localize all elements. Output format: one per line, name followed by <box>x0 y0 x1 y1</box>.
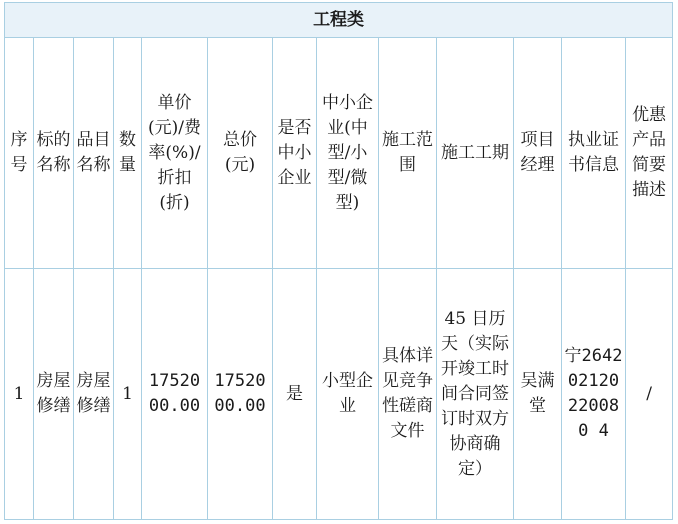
cell-construction-scope: 具体详见竞争性磋商文件 <box>379 269 437 520</box>
cell-project-manager: 吴满堂 <box>514 269 562 520</box>
cell-is-sme: 是 <box>273 269 317 520</box>
header-row <box>5 38 673 269</box>
header-quantity: 数量 <box>114 38 142 269</box>
cell-category-name: 房屋修缮 <box>74 269 114 520</box>
header-total-price: 总价(元) <box>208 38 273 269</box>
cell-item-name: 房屋修缮 <box>34 269 74 520</box>
header-item-name: 标的名称 <box>34 38 74 269</box>
header-is-sme: 是否中小企业 <box>273 38 317 269</box>
procurement-table <box>4 2 673 520</box>
cell-unit-price: 1752000.00 <box>142 269 208 520</box>
cell-construction-period: 45 日历天（实际开竣工时间合同签订时双方协商确定） <box>437 269 514 520</box>
table-row <box>5 269 673 520</box>
cell-total-price: 1752000.00 <box>208 269 273 520</box>
header-preferential-product: 优惠产品简要描述 <box>626 38 673 269</box>
header-category-name: 品目名称 <box>74 38 114 269</box>
header-project-manager: 项目经理 <box>514 38 562 269</box>
cell-quantity: 1 <box>114 269 142 520</box>
header-index: 序号 <box>5 38 34 269</box>
cell-license-info: 宁264202120220080 4 <box>562 269 626 520</box>
cell-index: 1 <box>5 269 34 520</box>
header-sme-type: 中小企业(中型/小型/微型) <box>317 38 379 269</box>
cell-preferential-product: / <box>626 269 673 520</box>
header-unit-price: 单价(元)/费率(%)/折扣(折) <box>142 38 208 269</box>
header-construction-scope: 施工范围 <box>379 38 437 269</box>
cell-sme-type: 小型企业 <box>317 269 379 520</box>
header-construction-period: 施工工期 <box>437 38 514 269</box>
header-license-info: 执业证书信息 <box>562 38 626 269</box>
table-title: 工程类 <box>5 3 673 38</box>
